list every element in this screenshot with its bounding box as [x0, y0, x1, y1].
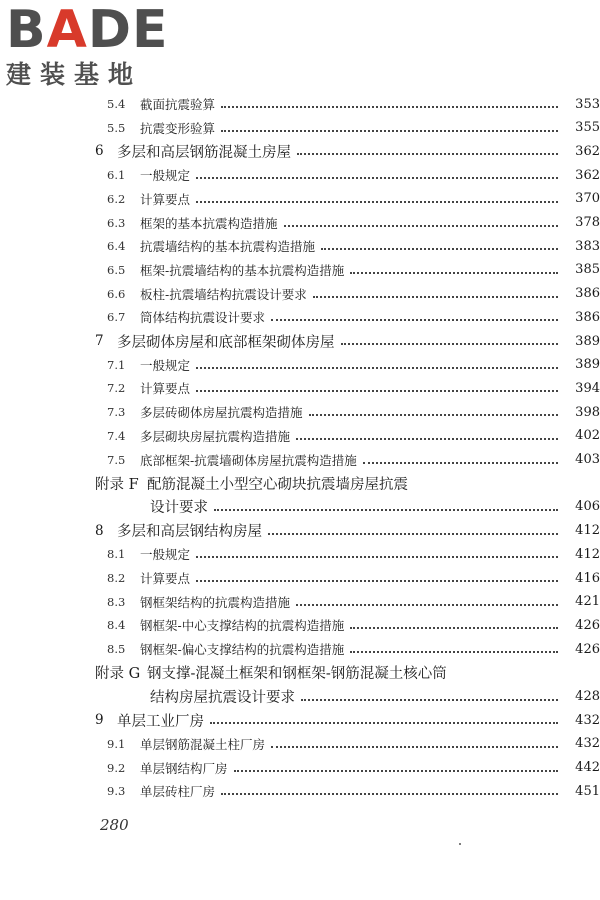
toc-entry-number: 7	[95, 333, 104, 349]
toc-entry-page: 378	[575, 215, 600, 230]
page-number: 280	[100, 816, 129, 834]
toc-entry-number: 5.5	[107, 120, 126, 135]
toc-entry-page: 389	[575, 333, 600, 349]
toc-entry-number: 6.2	[107, 191, 126, 206]
toc-entry-title: 钢支撑-混凝土框架和钢框架-钢筋混凝土核心筒	[147, 666, 447, 683]
toc-entry	[0, 613, 600, 637]
toc-entry-page: 442	[575, 760, 600, 776]
toc-entry-page: 402	[575, 428, 600, 444]
toc-entry-title: 多层砖砌体房屋抗震构造措施	[140, 405, 303, 421]
toc-entry	[0, 282, 600, 306]
toc-leader-dots	[350, 627, 558, 629]
toc-leader-dots	[301, 699, 558, 701]
toc-entry	[0, 329, 600, 353]
toc-entry	[0, 661, 600, 685]
toc-entry	[0, 732, 600, 756]
toc-entry-number: 7.3	[107, 405, 126, 420]
toc-entry-number: 6.3	[107, 215, 126, 230]
toc-leader-dots	[196, 367, 558, 369]
toc-entry	[0, 139, 600, 163]
toc-entry-title: 结构房屋抗震设计要求	[150, 690, 295, 706]
toc-entry-page: 428	[575, 689, 600, 704]
toc-leader-dots	[284, 225, 558, 227]
toc-entry-number: 7.2	[107, 381, 126, 396]
toc-entry-title: 筒体结构抗震设计要求	[140, 310, 266, 326]
toc-entry-number: 8.3	[107, 594, 126, 609]
toc-entry-title: 钢框架结构的抗震构造措施	[140, 594, 291, 610]
toc-entry	[0, 637, 600, 661]
toc-entry-title: 钢框架-中心支撑结构的抗震构造措施	[140, 618, 345, 634]
toc-entry-page: 385	[575, 262, 600, 278]
toc-entry-title: 板柱-抗震墙结构抗震设计要求	[140, 286, 307, 302]
toc-entry	[0, 566, 600, 590]
toc-leader-dots	[196, 580, 558, 582]
toc-entry-number: 8.4	[107, 618, 126, 633]
bade-logo	[6, 2, 176, 94]
toc-entry-number: 附录 F	[95, 476, 139, 493]
toc-entry-page: 355	[575, 120, 600, 136]
toc-entry-page: 426	[575, 617, 600, 633]
toc-entry	[0, 779, 600, 803]
toc-entry	[0, 258, 600, 282]
toc-entry	[0, 471, 600, 495]
toc-leader-dots	[221, 793, 558, 795]
toc-leader-dots	[196, 556, 558, 558]
toc-entry-title: 框架的基本抗震构造措施	[140, 215, 278, 231]
toc-leader-dots	[196, 390, 558, 392]
toc-entry	[0, 448, 600, 472]
toc-entry	[0, 305, 600, 329]
toc-entry-title: 设计要求	[150, 500, 208, 517]
toc-leader-dots	[321, 248, 558, 250]
toc-entry-page: 386	[575, 309, 600, 325]
toc-entry-title: 一般规定	[140, 168, 191, 184]
toc-entry	[0, 685, 600, 709]
toc-entry-title: 多层和高层钢结构房屋	[117, 524, 262, 541]
toc-entry	[0, 708, 600, 732]
toc-entry-title: 多层砌块房屋抗震构造措施	[140, 428, 291, 444]
toc-leader-dots	[196, 201, 558, 203]
toc-entry-title: 多层和高层钢筋混凝土房屋	[117, 144, 291, 161]
logo-letter-b: B	[6, 0, 47, 60]
toc-entry-title: 配筋混凝土小型空心砌块抗震墙房屋抗震	[147, 476, 408, 493]
logo-letters-de: DE	[87, 0, 169, 60]
toc-entry-number: 6	[95, 143, 104, 160]
toc-leader-dots	[221, 130, 558, 132]
toc-leader-dots	[309, 414, 558, 416]
toc-leader-dots	[271, 746, 558, 748]
toc-entry-title: 单层砖柱厂房	[140, 784, 216, 800]
toc-entry	[0, 400, 600, 424]
toc-entry-page: 362	[575, 143, 600, 159]
toc-entry-page: 394	[575, 380, 600, 396]
toc-entry-page: 451	[575, 783, 600, 799]
toc-entry-number: 9.2	[107, 760, 126, 775]
toc-leader-dots	[341, 343, 559, 345]
toc-entry-number: 9	[95, 712, 104, 729]
toc-entry-number: 5.4	[107, 97, 126, 111]
toc-leader-dots	[210, 722, 558, 724]
toc-entry-page: 432	[575, 736, 600, 752]
toc-entry-page: 406	[575, 499, 600, 515]
toc-entry-page: 421	[575, 594, 600, 610]
toc-entry-title: 一般规定	[140, 357, 191, 373]
toc-entry-title: 单层钢结构厂房	[140, 760, 228, 776]
toc-entry-title: 一般规定	[140, 547, 191, 563]
toc-entry	[0, 163, 600, 187]
print-speck	[459, 843, 461, 845]
toc-leader-dots	[234, 770, 558, 772]
toc-leader-dots	[214, 509, 558, 511]
logo-subtitle: 建装基地	[6, 60, 143, 89]
toc-leader-dots	[313, 296, 558, 298]
toc-entry-title: 单层工业厂房	[117, 713, 204, 730]
toc-entry	[0, 92, 600, 116]
toc-entry-number: 8	[95, 522, 104, 539]
toc-entry-number: 附录 G	[95, 666, 141, 683]
toc-entry-number: 6.6	[107, 286, 126, 301]
logo-wordmark	[6, 2, 176, 58]
toc-entry-page: 370	[575, 191, 600, 207]
toc-entry-page: 386	[575, 286, 600, 302]
toc-entry-title: 钢框架-偏心支撑结构的抗震构造措施	[140, 642, 345, 658]
toc-entry-number: 9.1	[107, 736, 126, 751]
toc-entry	[0, 495, 600, 519]
toc-leader-dots	[196, 177, 558, 179]
toc-entry-title: 计算要点	[140, 191, 191, 207]
toc-entry-number: 6.4	[107, 239, 126, 254]
toc-leader-dots	[350, 651, 558, 653]
toc-entry-number: 6.1	[107, 168, 126, 183]
toc-entry-page: 383	[575, 238, 600, 254]
toc-entry-page: 412	[575, 523, 600, 539]
toc-entry	[0, 376, 600, 400]
toc-entry-title: 多层砌体房屋和底部框架砌体房屋	[117, 334, 335, 351]
toc-entry-number: 6.5	[107, 262, 126, 277]
toc-entry-page: 403	[575, 452, 600, 467]
toc-entry-number: 7.1	[107, 357, 126, 372]
toc-entry	[0, 187, 600, 211]
toc-entry-title: 底部框架-抗震墙砌体房屋抗震构造措施	[140, 452, 357, 468]
toc-leader-dots	[350, 272, 558, 274]
toc-entry-number: 7.4	[107, 428, 126, 443]
toc-entry	[0, 353, 600, 377]
toc-entry-title: 单层钢筋混凝土柱厂房	[140, 736, 266, 752]
toc-entry-page: 362	[575, 167, 600, 183]
toc-leader-dots	[221, 106, 558, 108]
toc-entry	[0, 590, 600, 614]
toc-entry	[0, 234, 600, 258]
toc-entry-title: 抗震变形验算	[140, 120, 216, 136]
toc-leader-dots	[296, 438, 558, 440]
toc-entry-page: 398	[575, 404, 600, 420]
toc-entry-title: 计算要点	[140, 381, 191, 397]
toc-entry-page: 412	[575, 546, 600, 562]
toc-entry-title: 计算要点	[140, 571, 191, 586]
toc-entry-title: 抗震墙结构的基本抗震构造措施	[140, 239, 316, 255]
toc-entry-number: 9.3	[107, 784, 126, 799]
toc-leader-dots	[296, 604, 558, 606]
toc-entry-number: 7.5	[107, 452, 126, 467]
toc-entry-title: 截面抗震验算	[140, 97, 216, 112]
toc-entry-page: 389	[575, 357, 600, 373]
toc-entry	[0, 211, 600, 235]
toc-entry	[0, 756, 600, 780]
toc-leader-dots	[297, 153, 558, 155]
toc-entry	[0, 116, 600, 140]
logo-letter-a: A	[46, 0, 88, 60]
toc-entry-number: 8.2	[107, 571, 126, 585]
toc-entry-page: 353	[575, 96, 600, 112]
toc-entry	[0, 424, 600, 448]
toc-entry-number: 8.5	[107, 642, 126, 657]
toc-leader-dots	[268, 533, 558, 535]
toc-entry-number: 6.7	[107, 310, 126, 325]
toc-entry-number: 8.1	[107, 547, 126, 562]
toc-entry-page: 432	[575, 712, 600, 728]
toc-entry-title: 框架-抗震墙结构的基本抗震构造措施	[140, 262, 345, 278]
toc-entry	[0, 519, 600, 543]
toc-leader-dots	[271, 319, 558, 321]
toc-entry	[0, 542, 600, 566]
toc-entry-page: 416	[575, 570, 600, 586]
toc-leader-dots	[363, 462, 558, 464]
toc-entry-page: 426	[575, 641, 600, 657]
